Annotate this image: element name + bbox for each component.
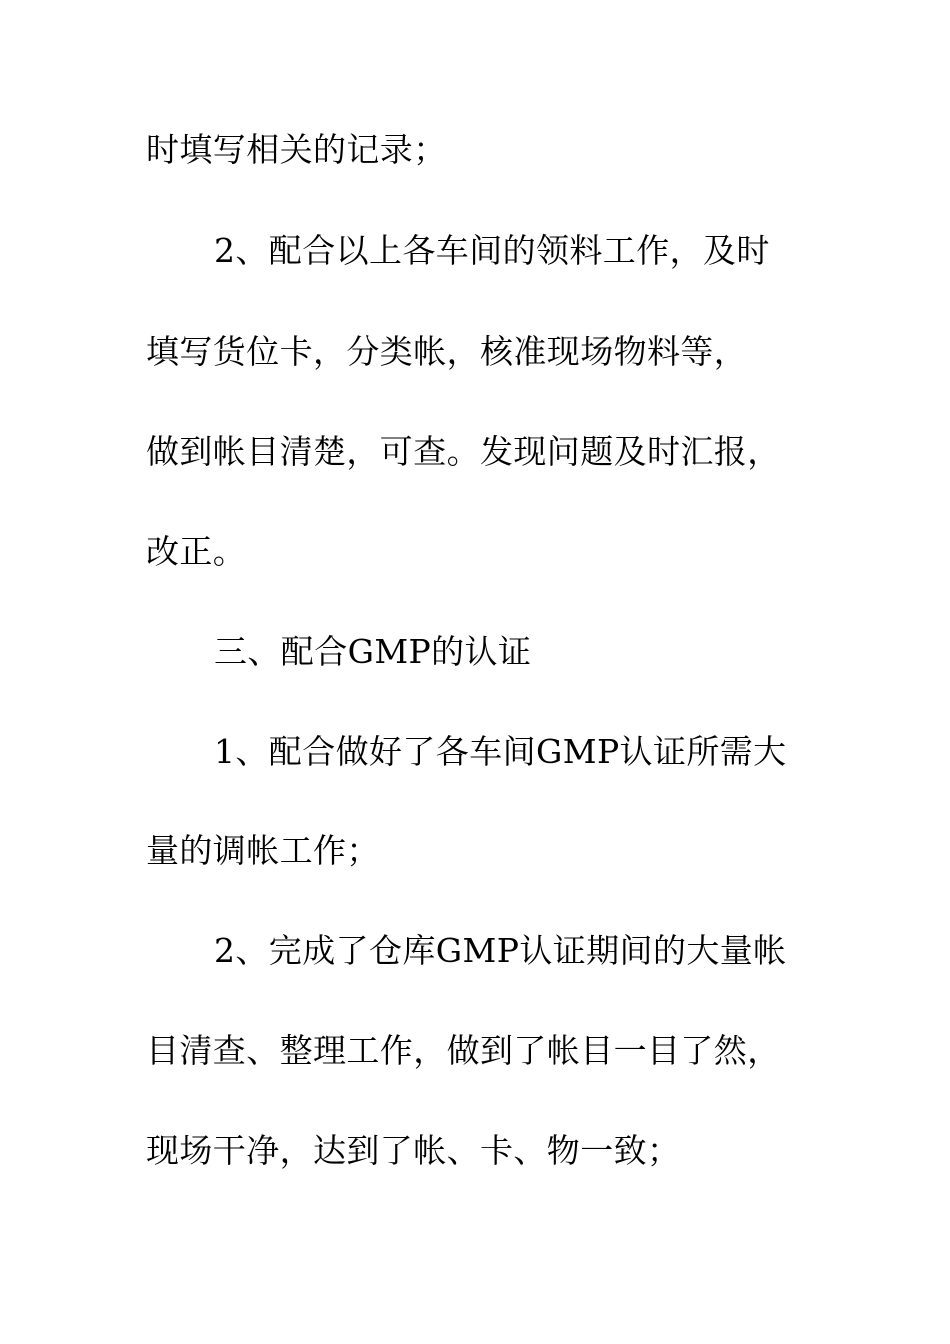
text-line: 2、完成了仓库GMP认证期间的大量帐: [214, 931, 787, 970]
text-line: 现场干净，达到了帐、卡、物一致；: [146, 1131, 681, 1170]
text-line: 改正。: [146, 532, 247, 571]
text-line: 2、配合以上各车间的领料工作，及时: [214, 231, 770, 270]
section-heading: 三、配合GMP的认证: [214, 632, 532, 671]
text-line: 时填写相关的记录；: [146, 130, 447, 169]
text-line: 填写货位卡，分类帐，核准现场物料等，: [146, 332, 748, 371]
text-line: 做到帐目清楚，可查。发现问题及时汇报，: [146, 432, 781, 471]
text-line: 量的调帐工作；: [146, 831, 380, 870]
text-line: 1、配合做好了各车间GMP认证所需大: [214, 732, 787, 771]
text-line: 目清查、整理工作，做到了帐目一目了然，: [146, 1031, 781, 1070]
